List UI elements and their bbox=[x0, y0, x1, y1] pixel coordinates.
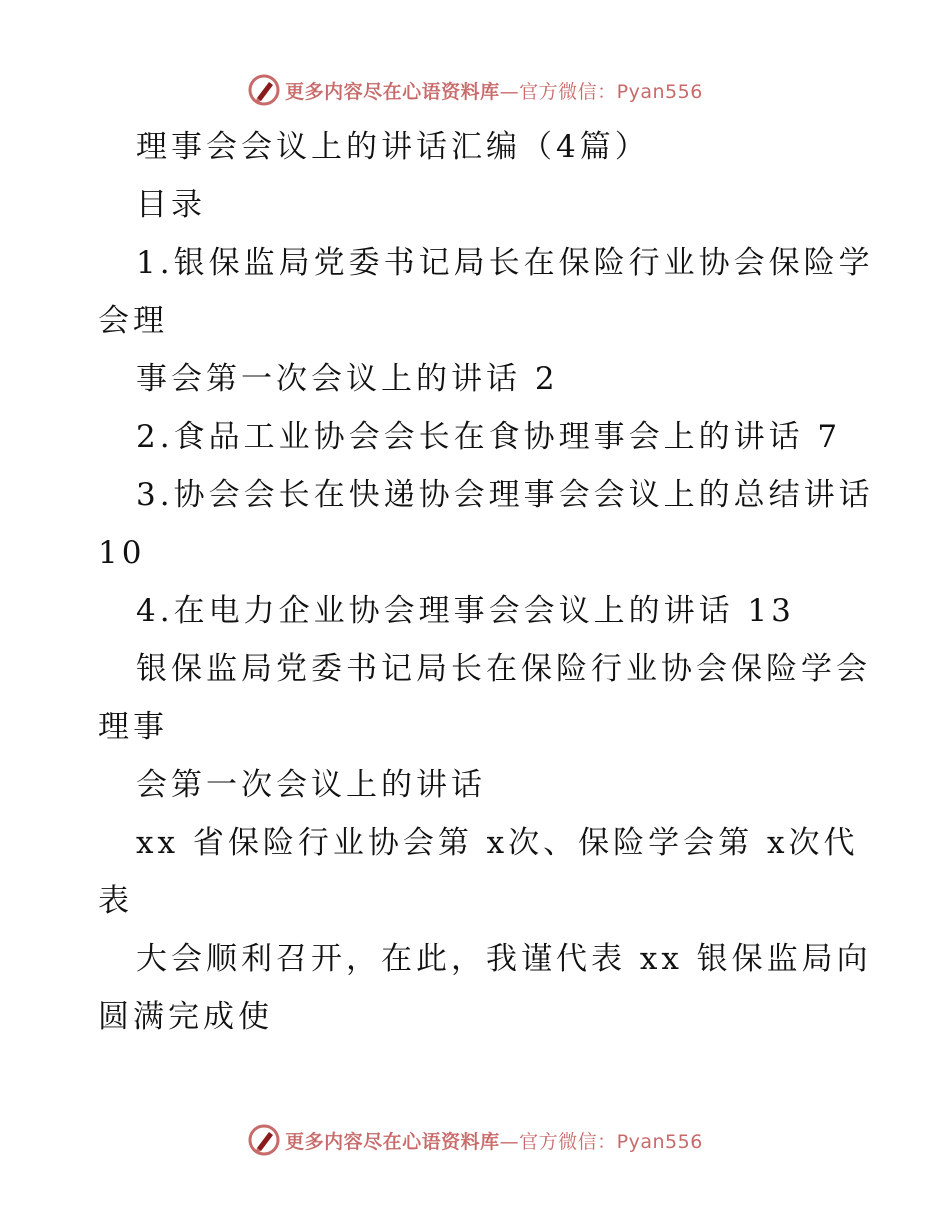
footer-banner-contact: 官方微信：Pyan556 bbox=[519, 1130, 703, 1153]
footer-banner-separator: — bbox=[499, 1130, 520, 1153]
footer-banner-title: 更多内容尽在心语资料库 bbox=[285, 1130, 500, 1153]
document-body bbox=[98, 118, 874, 1046]
document-title: 理事会会议上的讲话汇编（4篇） bbox=[136, 129, 650, 165]
section-title-cont-2: 会第一次会议上的讲话 bbox=[136, 767, 486, 803]
toc-item-1-cont: 会理 bbox=[98, 303, 168, 339]
toc-heading: 目录 bbox=[136, 187, 206, 223]
paragraph-line: 表 bbox=[98, 883, 133, 919]
section-title: 银保监局党委书记局长在保险行业协会保险学会 bbox=[136, 651, 871, 687]
toc-item-1: 1.银保监局党委书记局长在保险行业协会保险学 bbox=[136, 245, 874, 281]
header-banner-contact: 官方微信：Pyan556 bbox=[519, 80, 703, 103]
toc-item-4: 4.在电力企业协会理事会会议上的讲话 13 bbox=[136, 593, 795, 629]
toc-item-1-cont-2: 事会第一次会议上的讲话 2 bbox=[136, 361, 559, 397]
toc-item-3: 3.协会会长在快递协会理事会会议上的总结讲话 bbox=[136, 477, 874, 513]
toc-item-3-cont: 10 bbox=[98, 535, 146, 571]
toc-item-2: 2.食品工业协会会长在食协理事会上的讲话 7 bbox=[136, 419, 842, 455]
header-banner-text bbox=[285, 77, 703, 104]
header-banner-title: 更多内容尽在心语资料库 bbox=[285, 80, 500, 103]
header-banner bbox=[0, 70, 950, 110]
footer-banner bbox=[0, 1120, 950, 1160]
header-banner-separator: — bbox=[499, 80, 520, 103]
paragraph-line: 大会顺利召开，在此，我谨代表 xx 银保监局向 bbox=[136, 941, 872, 977]
pen-logo-icon bbox=[247, 73, 281, 107]
footer-banner-text bbox=[285, 1127, 703, 1154]
section-title-cont: 理事 bbox=[98, 709, 168, 745]
paragraph-line: xx 省保险行业协会第 x次、保险学会第 x次代 bbox=[136, 825, 859, 861]
paragraph-line: 圆满完成使 bbox=[98, 999, 273, 1035]
pen-logo-icon bbox=[247, 1123, 281, 1157]
